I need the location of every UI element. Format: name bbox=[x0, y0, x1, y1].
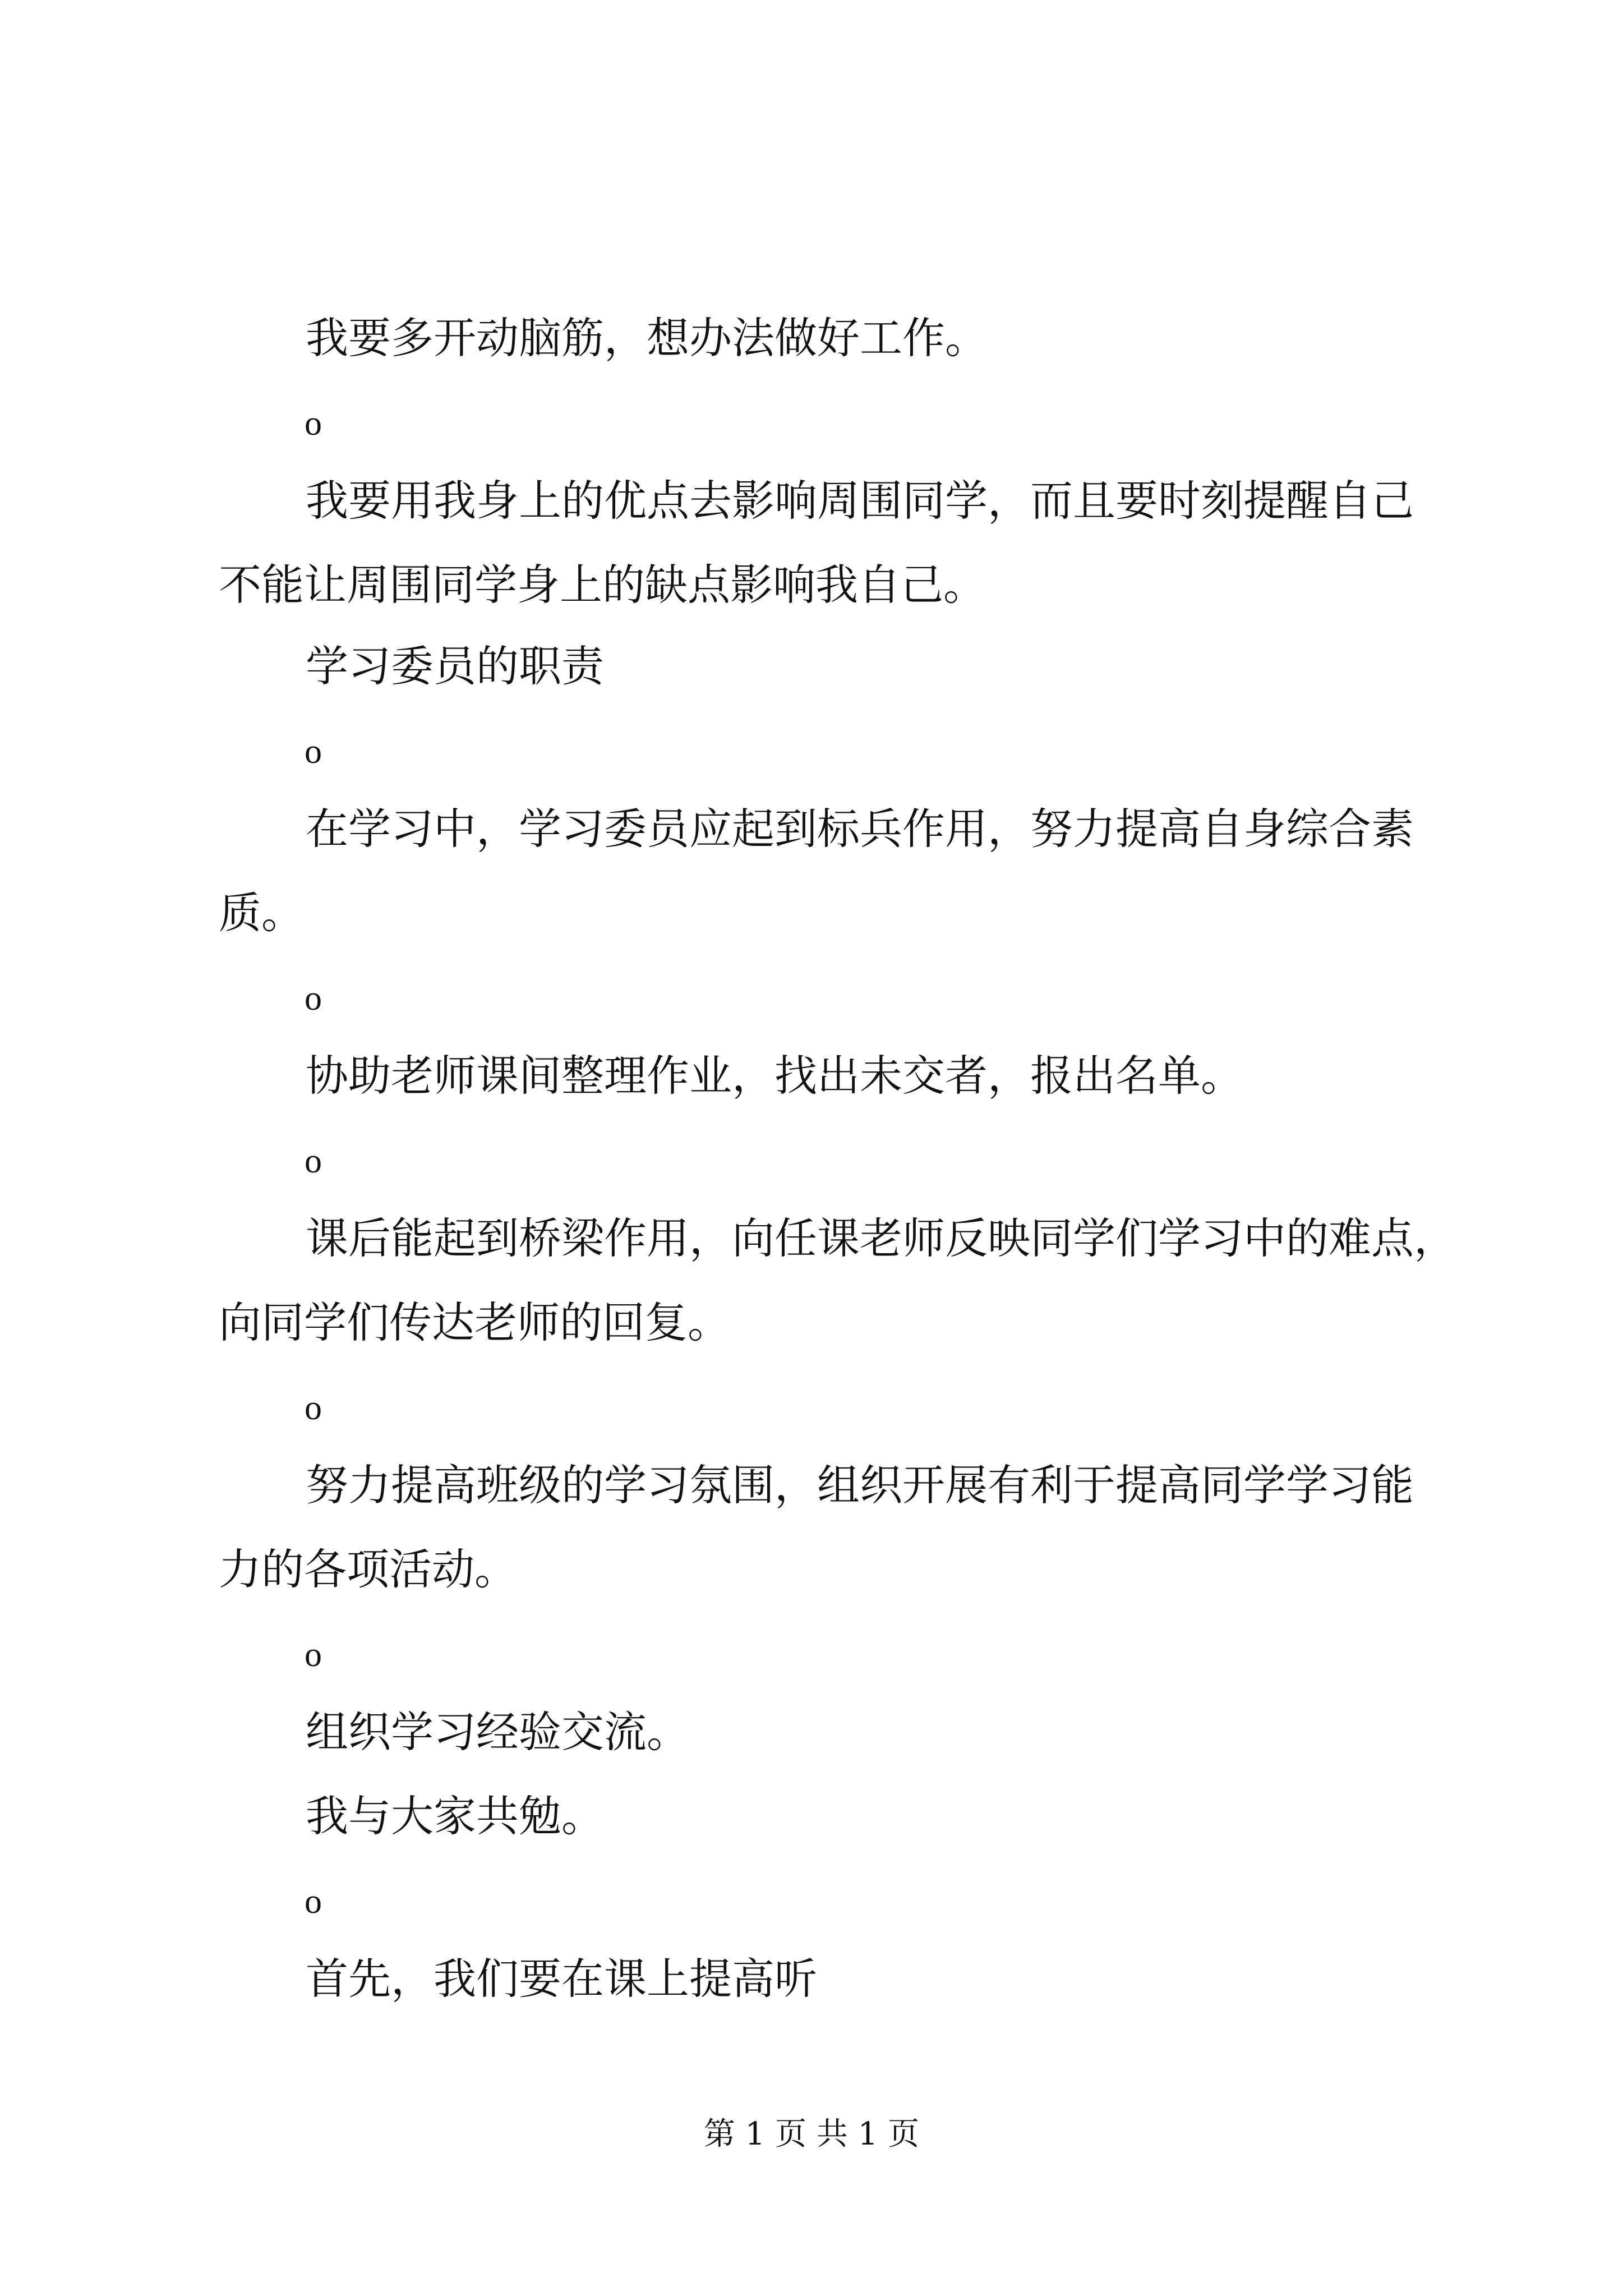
paragraph-line: 质。 bbox=[219, 888, 304, 938]
bullet-marker: o bbox=[305, 1142, 322, 1180]
paragraph-line: 我要多开动脑筋，想办法做好工作。 bbox=[306, 313, 988, 363]
bullet-marker: o bbox=[305, 733, 322, 771]
paragraph-line: 我与大家共勉。 bbox=[306, 1791, 604, 1841]
bullet-marker: o bbox=[305, 979, 322, 1018]
paragraph-line: 组织学习经验交流。 bbox=[306, 1707, 689, 1757]
paragraph-line: 我要用我身上的优点去影响周围同学，而且要时刻提醒自己 bbox=[306, 476, 1414, 526]
bullet-marker: o bbox=[305, 1389, 322, 1427]
bullet-marker: o bbox=[305, 404, 322, 443]
paragraph-line: 向同学们传达老师的回复。 bbox=[219, 1297, 730, 1347]
bullet-marker: o bbox=[305, 1883, 322, 1921]
bullet-marker: o bbox=[305, 1636, 322, 1674]
paragraph-line: 力的各项活动。 bbox=[219, 1544, 517, 1594]
page-footer: 第 1 页 共 1 页 bbox=[703, 2116, 920, 2152]
paragraph-line: 不能让周围同学身上的缺点影响我自己。 bbox=[219, 560, 986, 610]
paragraph-line: 在学习中，学习委员应起到标兵作用，努力提高自身综合素 bbox=[306, 804, 1414, 854]
section-heading: 学习委员的职责 bbox=[306, 641, 604, 691]
paragraph-line: 课后能起到桥梁作用，向任课老师反映同学们学习中的难点， bbox=[306, 1213, 1456, 1263]
paragraph-line: 努力提高班级的学习氛围，组织开展有利于提高同学学习能 bbox=[306, 1460, 1414, 1510]
paragraph-line: 首先，我们要在课上提高听 bbox=[306, 1954, 817, 2004]
paragraph-line: 协助老师课间整理作业，找出未交者，报出名单。 bbox=[306, 1051, 1243, 1101]
